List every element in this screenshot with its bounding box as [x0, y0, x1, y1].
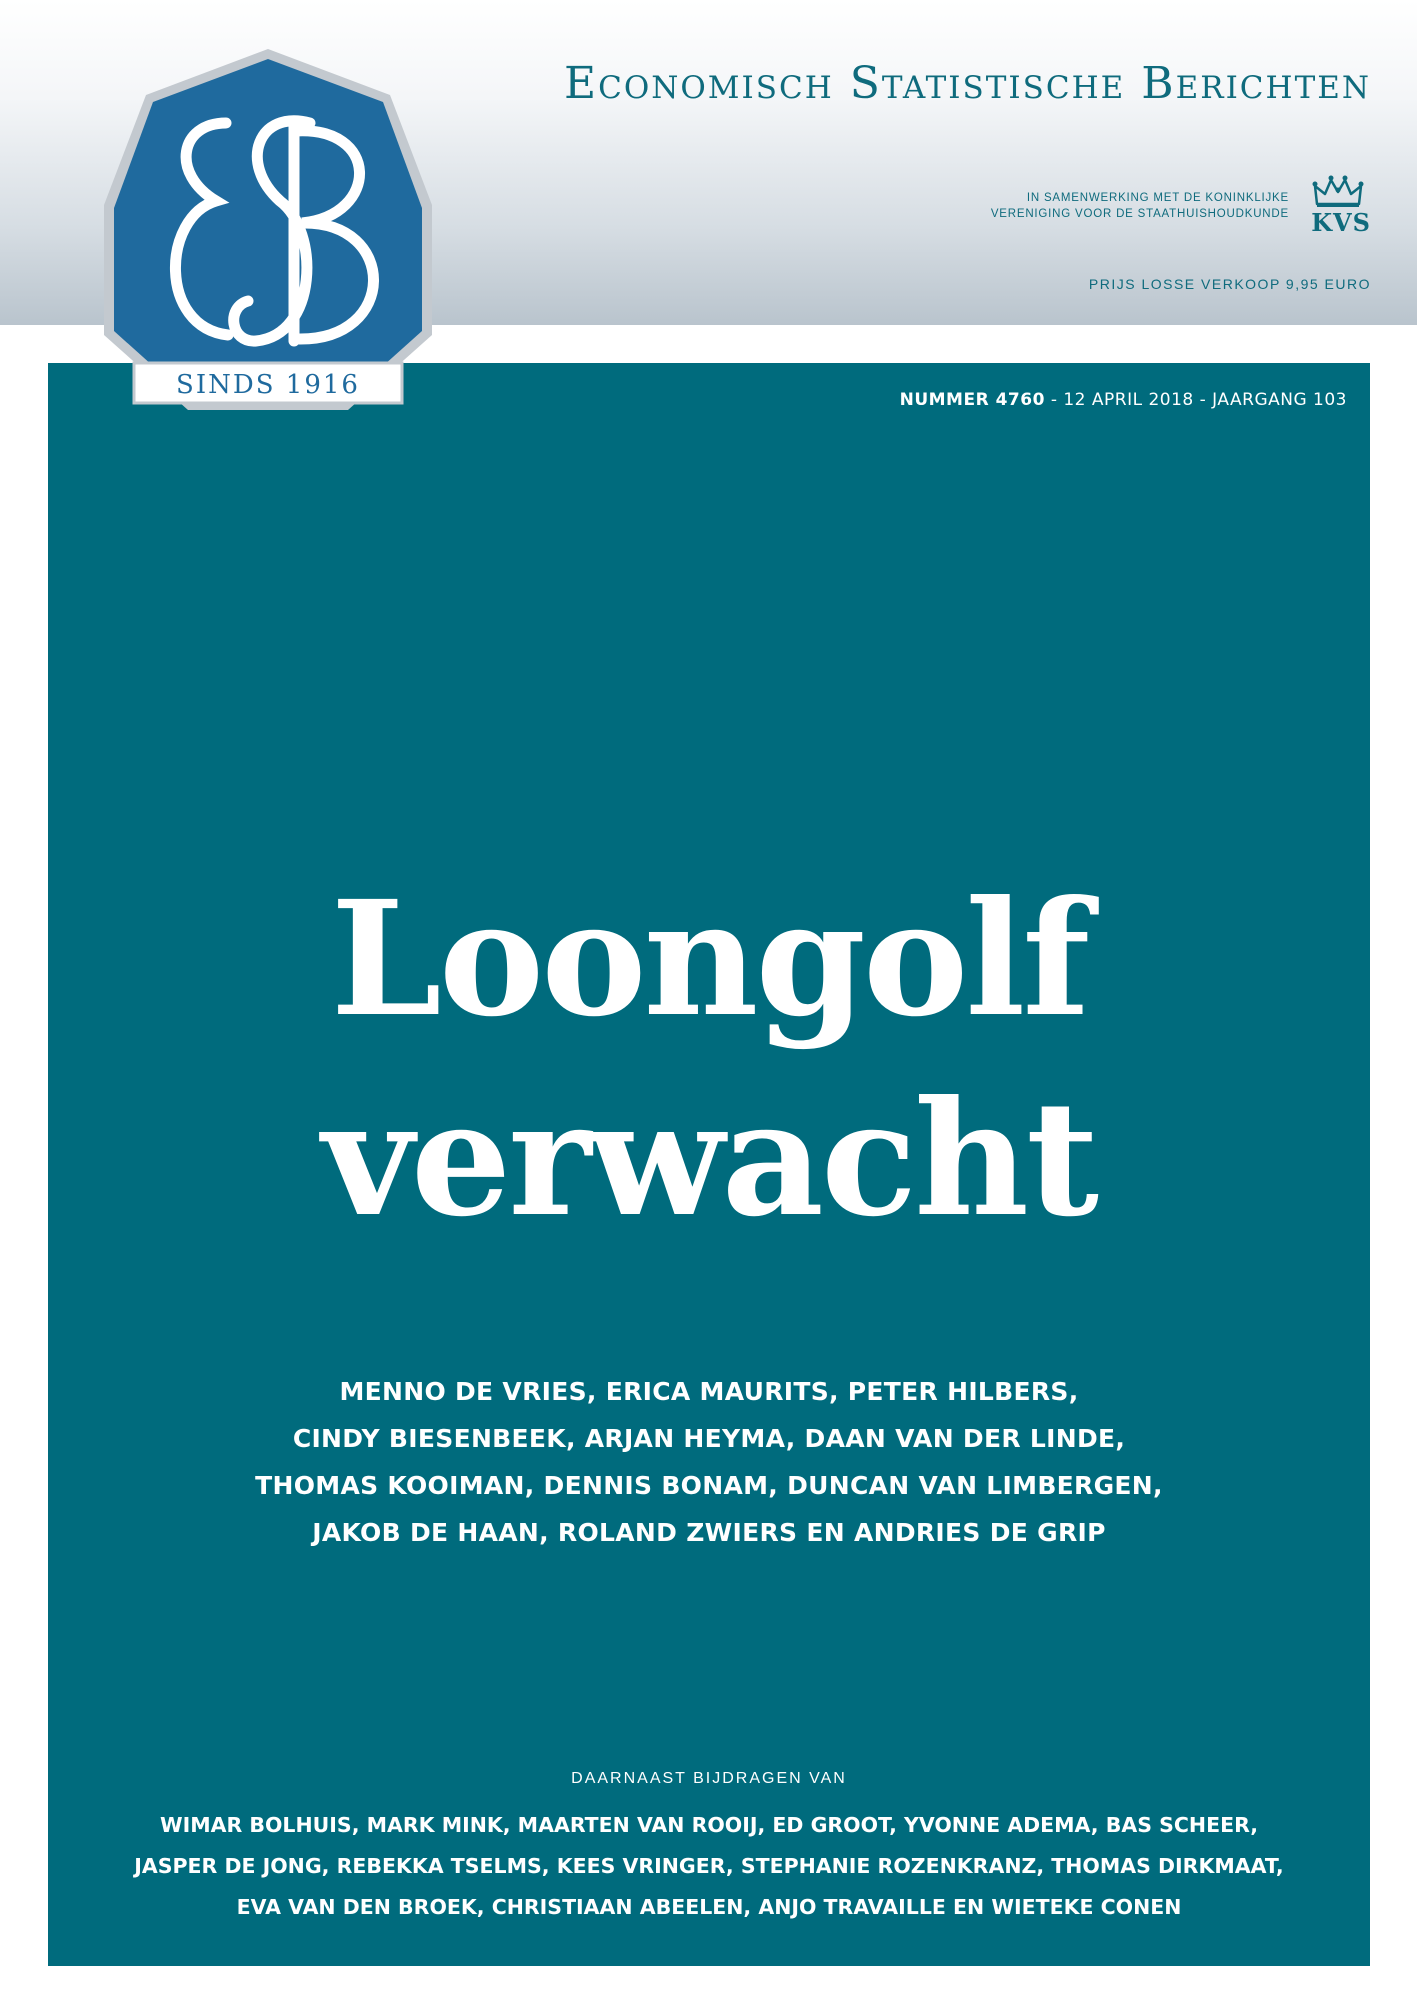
issue-date-volume: - 12 APRIL 2018 - JAARGANG 103	[1044, 390, 1347, 410]
authors-line: THOMAS KOOIMAN, DENNIS BONAM, DUNCAN VAN LIMBERGEN,	[255, 1471, 1163, 1500]
crown-icon	[1311, 174, 1365, 208]
issue-line	[900, 390, 1347, 410]
contributors-list	[48, 1805, 1370, 1928]
partner-line-2: VERENIGING VOOR DE STAATHUISHOUDKUNDE	[990, 208, 1289, 220]
logo-since-text: SINDS 1916	[176, 370, 360, 400]
authors-list	[48, 1368, 1370, 1556]
issue-number: NUMMER 4760	[899, 390, 1045, 410]
contributions-label: DAARNAAST BIJDRAGEN VAN	[571, 1770, 847, 1787]
kvs-partner-block	[851, 190, 1371, 237]
masthead-title: Economisch Statistische Berichten	[564, 58, 1371, 109]
partner-text	[991, 190, 1289, 222]
kvs-logo-text: KVS	[1311, 208, 1371, 237]
contributors-line: WIMAR BOLHUIS, MARK MINK, MAARTEN VAN ROOIJ, ED GROOT, YVONNE ADEMA, BAS SCHEER,	[159, 1813, 1259, 1837]
authors-line: JAKOB DE HAAN, ROLAND ZWIERS EN ANDRIES DE GRIP	[312, 1518, 1106, 1547]
headline-line-1: Loongolf	[330, 867, 1088, 1052]
price-label: PRIJS LOSSE VERKOOP 9,95 EURO	[1088, 276, 1371, 292]
contributors-line: JASPER DE JONG, REBEKKA TSELMS, KEES VRINGER, STEPHANIE ROZENKRANZ, THOMAS DIRKMAAT,	[134, 1854, 1284, 1878]
authors-line: MENNO DE VRIES, ERICA MAURITS, PETER HILBERS,	[339, 1377, 1079, 1406]
contributors-line: EVA VAN DEN BROEK, CHRISTIAAN ABEELEN, ANJO TRAVAILLE EN WIETEKE CONEN	[236, 1895, 1182, 1919]
cover-headline	[48, 860, 1370, 1260]
headline-line-2: verwacht	[321, 1067, 1097, 1252]
esb-logo	[98, 45, 438, 435]
authors-line: CINDY BIESENBEEK, ARJAN HEYMA, DAAN VAN DER LINDE,	[292, 1424, 1126, 1453]
partner-line-1: IN SAMENWERKING MET DE KONINKLIJKE	[1026, 192, 1289, 204]
